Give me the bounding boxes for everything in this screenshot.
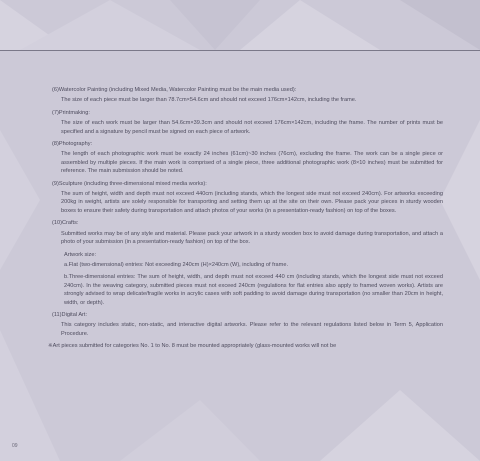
page-number: 09 bbox=[12, 443, 18, 449]
digital-art-body: This category includes static, non-static, and interactive digital artworks. Please refer to the relevant regulations listed below in Term 5, Application Procedure. bbox=[61, 322, 443, 337]
crafts-item-3d: b.Three-dimensional entries: The sum of height, width, and depth must not exceed 440 cm (including stands, which the longest side must not exceed 240cm). In the weaving category, submitted pieces must not exceed 240cm (regulations for flat entries also apply to framed woven works). Artists are strongly advised to wrap delicate/fragile works in acrylic cases with soft padding to avoid damage during transportation (no smaller than 20cm in height, width, or depth). bbox=[64, 274, 443, 306]
crafts-heading: (10)Crafts: bbox=[52, 220, 79, 227]
printmaking-body: The size of each work must be larger than 54.6cm×39.3cm and should not exceed 176cm×142cm, including the frame. The number of prints must be specified and a signature by pencil must be signed on each piece of artwork. bbox=[61, 120, 443, 135]
sculpture-heading: (9)Sculpture (including three-dimensional mixed media works): bbox=[52, 180, 207, 187]
artwork-size-label: Artwork size: bbox=[64, 251, 97, 258]
sculpture-body: The sum of height, width and depth must not exceed 440cm (including stands, which the longest side must not exceed 240cm). For artworks exceeding 200kg in weight, artists are solely responsible for transporting and setting them up at the site on their own. Please pack your pieces in sturdy wooden boxes to ensure their safety during transportation and attach photos of your works (in a presentation-ready fashion) on top of the boxes. bbox=[61, 191, 443, 214]
crafts-item-flat: a.Flat (two-dimensional) entries: Not exceeding 240cm (H)×240cm (W), including of frame. bbox=[64, 261, 288, 268]
photography-body: The length of each photographic work must be exactly 24 inches (61cm)~30 inches (76cm), excluding the frame. The work can be a single piece or assembled by multiple pieces. If the main work is comprised of a single piece, three additional photographic work (8×10 inches) must be submitted for reference. The main submission should be noted. bbox=[61, 151, 443, 175]
watercolor-heading: (6)Watercolor Painting (including Mixed Media, Watercolor Painting must be the main media used): bbox=[52, 87, 297, 93]
document-body bbox=[40, 86, 443, 355]
photography-heading: (8)Photography: bbox=[52, 141, 93, 148]
header-rule bbox=[0, 50, 480, 51]
mounting-note: ※Art pieces submitted for categories No. 1 to No. 8 must be mounted appropriately (glass-mounted works will not be bbox=[48, 343, 337, 350]
crafts-body: Submitted works may be of any style and material. Please pack your artwork in a sturdy wooden box to avoid damage during transportation, and attach a photo of your submission (in a presentation-ready fashion) on top of the box. bbox=[61, 230, 443, 246]
watercolor-body: The size of each piece must be larger than 78.7cm×54.6cm and should not exceed 176cm×142cm, including the frame. bbox=[61, 97, 357, 104]
digital-art-heading: (11)Digital Art: bbox=[52, 311, 88, 318]
printmaking-heading: (7)Printmaking: bbox=[52, 109, 90, 116]
